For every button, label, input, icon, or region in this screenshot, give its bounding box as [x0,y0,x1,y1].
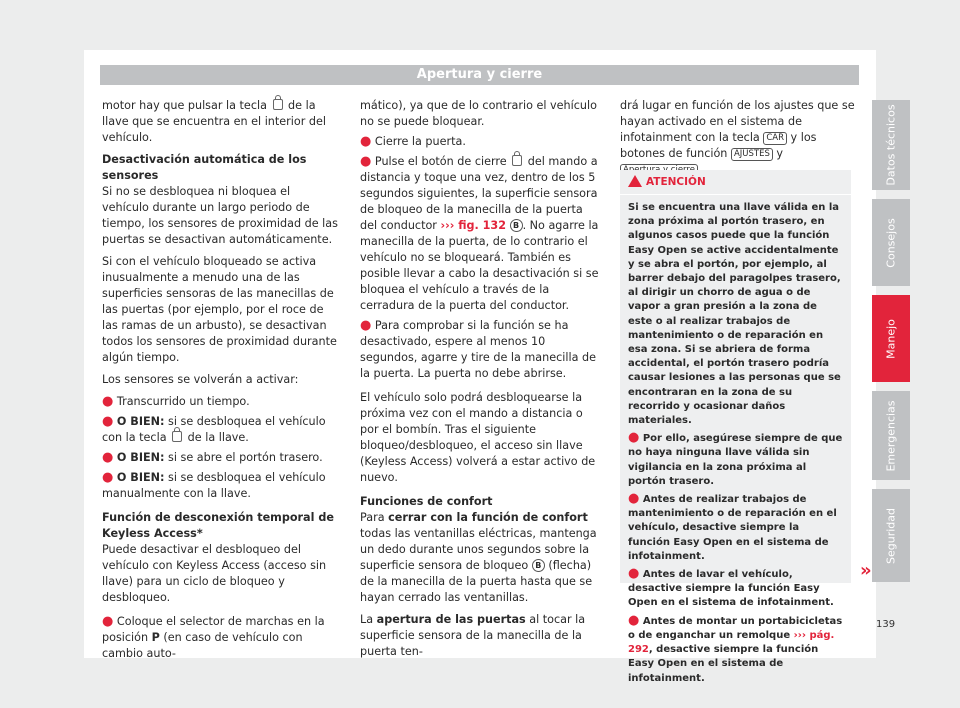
warning-item: ● Antes de montar un portabicicletas o de enganchar un remolque ››› pág. 292, desactive siempre la función Easy Open en el sistema de infotainment. [628,612,843,684]
bullet-icon: ● [102,450,114,465]
page-number: 139 [876,619,896,630]
list-item: ● Pulse el botón de cierre del mando a distancia y toque una vez, dentro de los 5 segundos siguientes, la superficie sensora de bloqueo de la manecilla de la puerta del conductor ››› fig. 132 B . No agarre la manecilla de la puerta, de lo contrario el vehículo no se bloqueará. También es posible llevar a cabo la desactivación si se bloquea el vehículo a través de la cerradura de la puerta del conductor. [360,154,599,312]
unlock-key-icon [273,99,283,110]
paragraph: Los sensores se volverán a activar: [102,373,299,386]
warning-item: ● Por ello, asegúrese siempre de que no haya ninguna llave válida sin vigilancia en la zona próxima al portón trasero. [628,430,843,487]
list-item: ● Cierre la puerta. [360,134,466,149]
paragraph: motor hay que pulsar la tecla de la llave que se encuentra en el interior del vehículo. [102,99,326,144]
list-item: ● Transcurrido un tiempo. [102,394,250,409]
text-column-2 [360,98,600,666]
text-column-1 [102,98,340,666]
callout-badge: B [510,219,523,232]
paragraph: drá lugar en función de los ajustes que se hayan activado en el sistema de infotainment con la tecla CAR y los botones de función AJUSTES y [620,98,855,178]
callout-badge: B [532,559,545,572]
list-item: ● O BIEN: si se desbloquea el vehículo con la tecla de la llave. [102,414,326,444]
bullet-icon: ● [360,134,372,149]
page-header: Apertura y cierre [100,65,859,85]
bullet-icon: ● [360,318,372,333]
bullet-icon: ● [360,154,372,169]
page-reference-link[interactable]: ››› pág. 292 [628,629,835,656]
bullet-icon: ● [628,491,640,507]
paragraph: La apertura de las puertas al tocar la superficie sensora de la manecilla de la puerta ten- [360,613,586,658]
paragraph: mático), ya que de lo contrario el vehículo no se puede bloquear. [360,99,597,128]
warning-header: ATENCIÓN [620,170,851,195]
warning-paragraph: Si se encuentra una llave válida en la zona próxima al portón trasero, en algunos casos puede que la función Easy Open se active accidentalmente y se abra el portón, por ejemplo, al barrer debajo del paragolpes trasero, al dirigir un chorro de agua o de vapor a gran presión a la zona de este o al realizar trabajos de mantenimiento o de reparación en esa zona. Si se abriera de forma accidental, el portón trasero podría causar lesiones a las personas que se encontraran en la zona de su recorrido y ocasionar daños materiales. [628,202,841,427]
list-item: ● O BIEN: si se desbloquea el vehículo manualmente con la llave. [102,470,326,500]
warning-triangle-icon [628,175,642,187]
tab-seguridad[interactable]: Seguridad [872,489,910,582]
continue-marker: » [860,560,872,581]
list-item: ● Para comprobar si la función se ha desactivado, espere al menos 10 segundos, agarre y tire de la manecilla de la puerta. La puerta no debe abrirse. [360,318,597,380]
bullet-icon: ● [628,430,640,446]
list-item: ● O BIEN: si se abre el portón trasero. [102,450,323,465]
bullet-icon: ● [628,566,640,582]
tab-emergencias[interactable]: Emergencias [872,391,910,480]
paragraph: Si no se desbloquea ni bloquea el vehículo durante un largo periodo de tiempo, los sensores de proximidad de las puertas se desactivan automáticamente. [102,185,338,246]
bullet-icon: ● [102,414,114,429]
warning-box [620,170,851,684]
paragraph: Puede desactivar el desbloqueo del vehículo con Keyless Access (acceso sin llave) para un ciclo de bloqueo y desbloqueo. [102,543,327,604]
ajustes-function-button: AJUSTES [731,148,773,161]
warning-item: ● Antes de realizar trabajos de mantenimiento o de reparación en el vehículo, desactive siempre la función Easy Open en el sistema de infotainment. [628,491,837,562]
list-item: ● Coloque el selector de marchas en la posición P (en caso de vehículo con cambio auto- [102,614,325,660]
figure-reference-link[interactable]: ››› fig. 132 [440,219,506,232]
bullet-icon: ● [628,612,640,628]
car-key-button: CAR [763,132,787,145]
section-heading: Función de desconexión temporal de Keyless Access* [102,511,334,540]
unlock-key-icon [172,431,182,442]
warning-body [620,195,851,695]
paragraph: Para cerrar con la función de confort todas las ventanillas eléctricas, mantenga un dedo durante unos segundos sobre la superficie sensora de bloqueo B (flecha) de la manecilla de la puerta hasta que se hayan cerrado las ventanillas. [360,511,597,604]
bullet-icon: ● [102,614,114,629]
tab-manejo[interactable]: Manejo [872,295,910,382]
warning-item: ● Antes de lavar el vehículo, desactive siempre la función Easy Open en el sistema de infotainment. [628,566,834,609]
paragraph: Si con el vehículo bloqueado se activa inusualmente a menudo una de las superficies sensoras de las manecillas de las puertas (por ejemplo, por el roce de las ramas de un arbusto), se desactivan todos los sensores de proximidad durante algún tiempo. [102,255,337,364]
tab-datos-tecnicos[interactable]: Datos técnicos [872,100,910,190]
tab-consejos[interactable]: Consejos [872,199,910,286]
bullet-icon: ● [102,470,114,485]
section-heading: Desactivación automática de los sensores [102,153,307,182]
section-heading: Funciones de confort [360,495,493,508]
lock-button-icon [512,155,522,166]
bullet-icon: ● [102,394,114,409]
paragraph: El vehículo solo podrá desbloquearse la próxima vez con el mando a distancia o por el bombín. Tras el siguiente bloqueo/desbloqueo, el acceso sin llave (Keyless Access) volverá a estar activo de nuevo. [360,391,596,484]
